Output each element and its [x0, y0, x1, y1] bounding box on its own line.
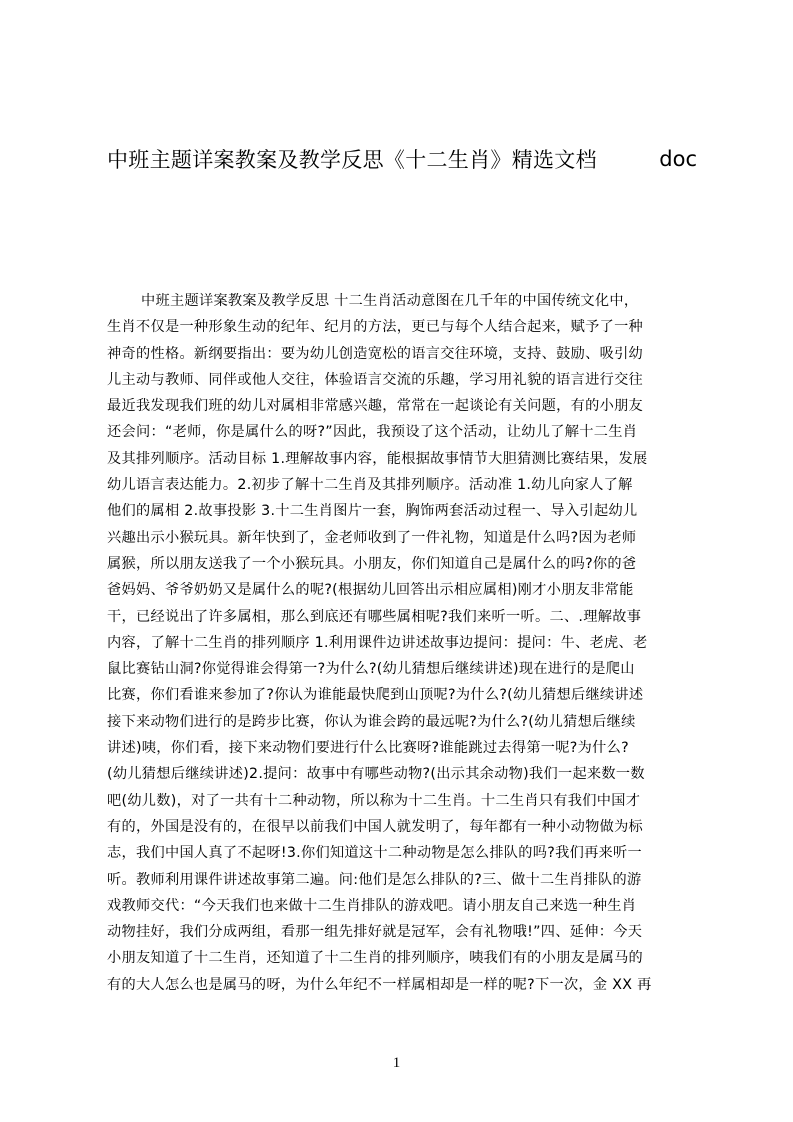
- title-row: [107, 142, 697, 176]
- body-line: 兴趣出示小猴玩具。新年快到了，金老师收到了一件礼物，知道是什么吗?因为老师: [107, 529, 637, 546]
- body-line: 戏教师交代：“今天我们也来做十二生肖排队的游戏吧。请小朋友自己来选一种生肖: [107, 897, 637, 914]
- body-line: 神奇的性格。新纲要指出：要为幼儿创造宽松的语言交往环境，支持、鼓励、吸引幼: [107, 345, 644, 362]
- body-line: 讲述)咦，你们看，接下来动物们要进行什么比赛呀?谁能跳过去得第一呢?为什么?: [107, 740, 629, 757]
- body-line: (幼儿猜想后继续讲述)2.提问：故事中有哪些动物?(出示其余动物)我们一起来数一数: [107, 766, 645, 783]
- body-line: 听。教师利用课件讲述故事第二遍。问:他们是怎么排队的?三、做十二生肖排队的游: [107, 871, 642, 888]
- body-line: 最近我发现我们班的幼儿对属相非常感兴趣，常常在一起谈论有关问题，有的小朋友: [107, 398, 644, 415]
- body-line: 比赛，你们看谁来参加了?你认为谁能最快爬到山顶呢?为什么?(幼儿猜想后继续讲述: [107, 687, 644, 704]
- body-line: 有的大人怎么也是属马的呀，为什么年纪不一样属相却是一样的呢?下一次，金 XX 再: [107, 976, 652, 993]
- body-line: 属猴，所以朋友送我了一个小猴玩具。小朋友，你们知道自己是属什么的吗?你的爸: [107, 555, 637, 572]
- body-line: 干，已经说出了许多属相，那么到底还有哪些属相呢?我们来听一听。二、.理解故事: [107, 608, 642, 625]
- body-line: 有的，外国是没有的，在很早以前我们中国人就发明了，每年都有一种小动物做为标: [107, 818, 644, 835]
- body-line: 爸妈妈、爷爷奶奶又是属什么的呢?(根据幼儿回答出示相应属相)刚才小朋友非常能: [107, 582, 634, 599]
- page-number: 1: [392, 1055, 401, 1071]
- body-line: 志，我们中国人真了不起呀!3.你们知道这十二种动物是怎么排队的吗?我们再来听一: [107, 845, 643, 862]
- document-title: 中班主题详案教案及教学反思《十二生肖》精选文档: [107, 148, 597, 172]
- body-line: 幼儿语言表达能力。2.初步了解十二生肖及其排列顺序。活动准 1.幼儿向家人了解: [107, 477, 633, 494]
- body-line: 吧(幼儿数)，对了一共有十二种动物，所以称为十二生肖。十二生肖只有我们中国才: [107, 792, 641, 809]
- body-line: 儿主动与教师、同伴或他人交往，体验语言交流的乐趣，学习用礼貌的语言进行交往: [107, 371, 644, 388]
- body-line: 他们的属相 2.故事投影 3.十二生肖图片一套，胸饰两套活动过程一、导入引起幼儿: [107, 503, 638, 520]
- body-line: 小朋友知道了十二生肖，还知道了十二生肖的排列顺序，咦我们有的小朋友是属马的: [107, 950, 644, 967]
- body-line: 中班主题详案教案及教学反思 十二生肖活动意图在几千年的中国传统文化中，: [141, 293, 639, 309]
- body-line: 动物挂好，我们分成两组，看那一组先排好就是冠军，会有礼物哦!”四、延伸：今天: [107, 924, 643, 941]
- body-line: 生肖不仅是一种形象生动的纪年、纪月的方法，更已与每个人结合起来，赋予了一种: [107, 319, 644, 336]
- body-line: 及其排列顺序。活动目标 1.理解故事内容，能根据故事情节大胆猜测比赛结果，发展: [107, 450, 648, 467]
- body-line: 接下来动物们进行的是跨步比赛，你认为谁会跨的最远呢?为什么?(幼儿猜想后继续: [107, 713, 636, 730]
- body-line: 内容，了解十二生肖的排列顺序 1.利用课件边讲述故事边提问：提问：牛、老虎、老: [107, 634, 648, 651]
- body-line: 鼠比赛钻山洞?你觉得谁会得第一?为什么?(幼儿猜想后继续讲述)现在进行的是爬山: [107, 661, 635, 678]
- document-title-suffix: doc: [659, 147, 697, 171]
- body-line: 还会问：“老师，你是属什么的呀?”因此，我预设了这个活动，让幼儿了解十二生肖: [107, 424, 638, 441]
- document-body: [107, 288, 697, 998]
